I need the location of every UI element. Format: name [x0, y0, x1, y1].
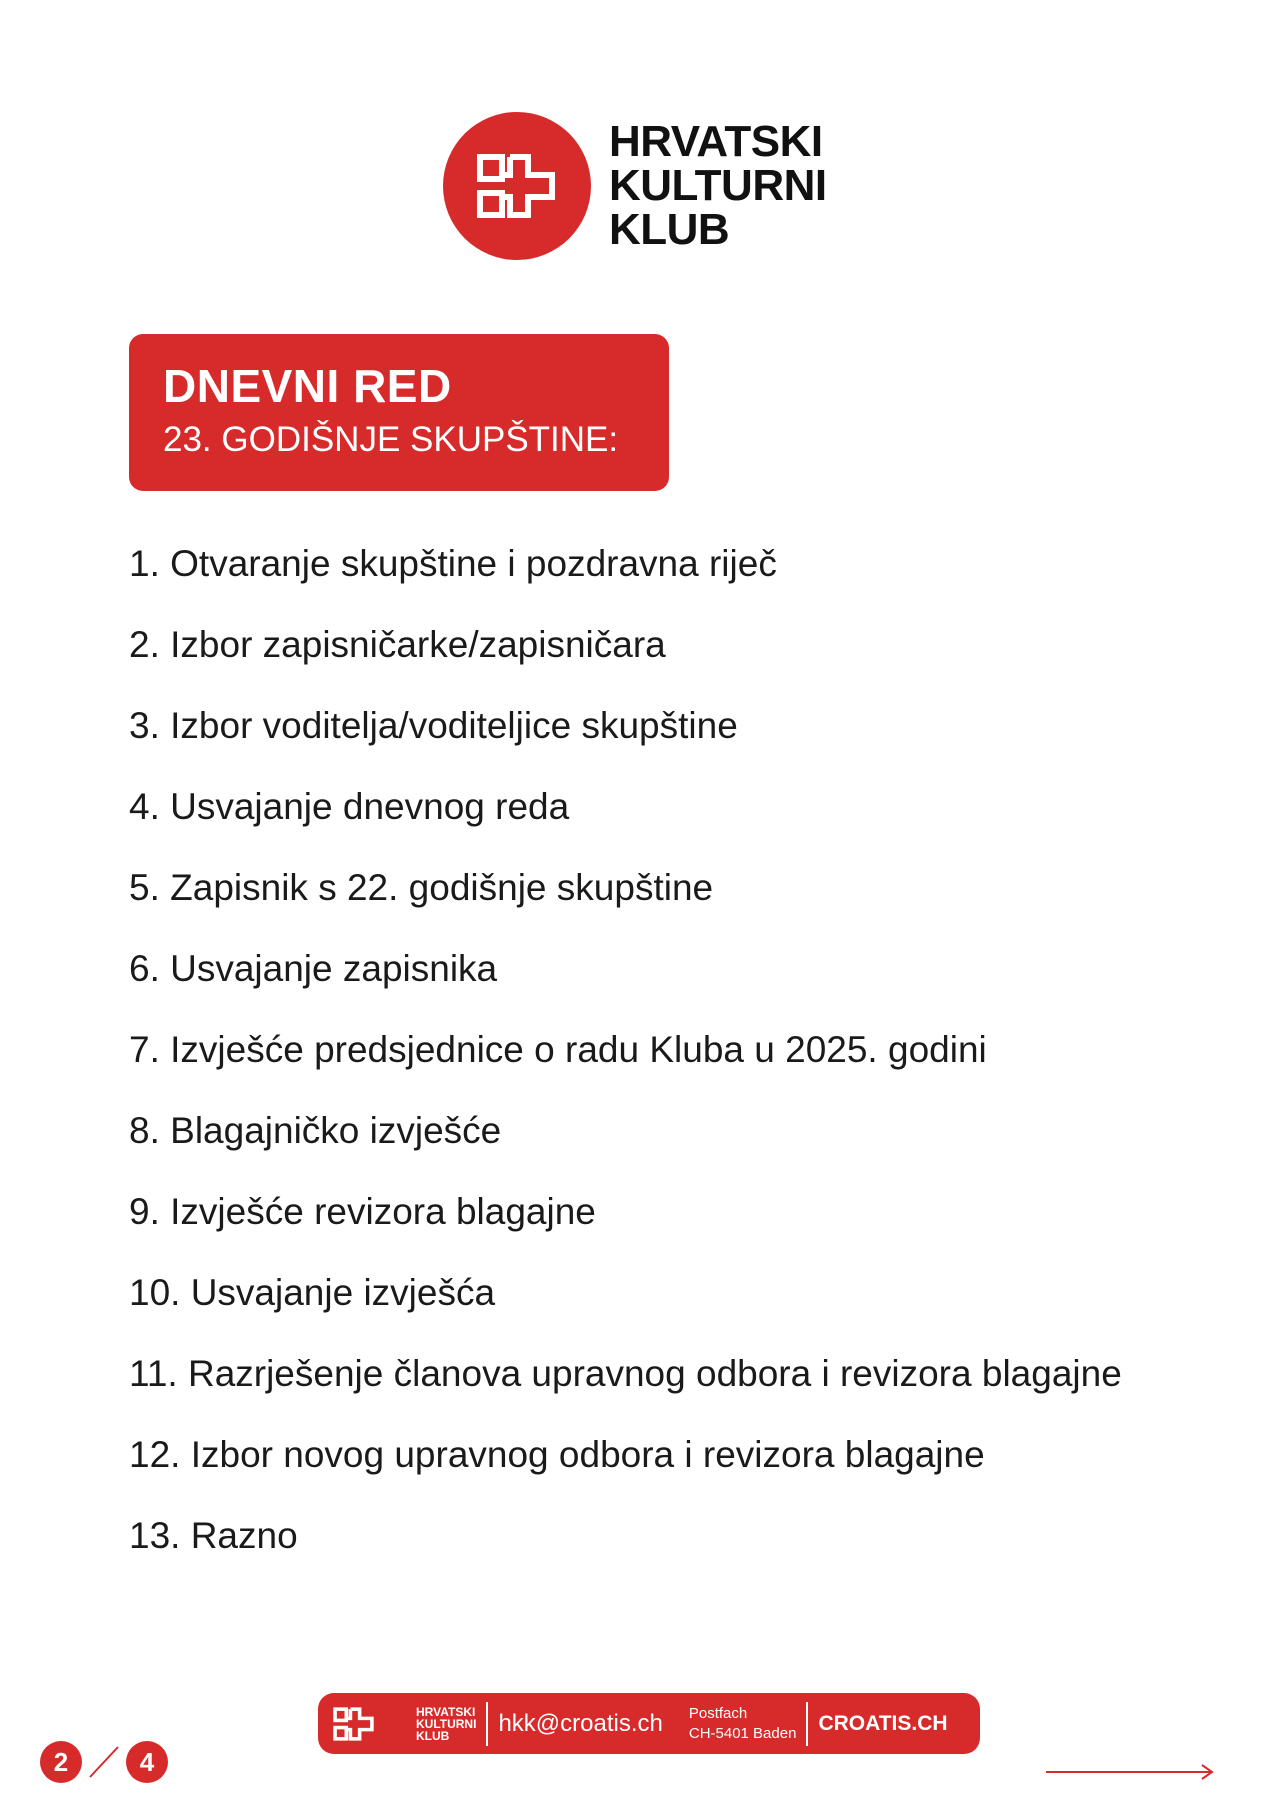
page-title: DNEVNI RED: [163, 360, 452, 412]
croatian-cross-icon: [474, 151, 560, 221]
agenda-item: 6. Usvajanje zapisnika: [129, 948, 498, 989]
agenda-list: [129, 540, 1122, 1593]
club-logo: [443, 112, 827, 260]
agenda-item: 3. Izbor voditelja/voditeljice skupštine: [129, 705, 738, 746]
page-subtitle: 23. GODIŠNJE SKUPŠTINE:: [163, 420, 619, 459]
next-page-arrow[interactable]: [1046, 1762, 1216, 1782]
logo-line: KLUB: [609, 205, 730, 254]
agenda-item: 1. Otvaranje skupštine i pozdravna riječ: [129, 543, 777, 584]
croatian-cross-icon: [332, 1705, 376, 1743]
agenda-item: 2. Izbor zapisničarke/zapisničara: [129, 624, 666, 665]
slash-icon: [82, 1741, 126, 1783]
footer-address-line: Postfach: [688, 1704, 748, 1722]
arrow-right-icon: [1046, 1762, 1216, 1782]
footer-brand: [416, 1706, 476, 1742]
agenda-item: 10. Usvajanje izvješća: [129, 1272, 496, 1313]
footer-address: [689, 1704, 797, 1744]
current-page-badge: 2: [40, 1741, 82, 1783]
agenda-title-box: [129, 334, 669, 491]
pagination: [40, 1741, 168, 1783]
logo-emblem: [443, 112, 591, 260]
agenda-item: 12. Izbor novog upravnog odbora i revizora blagajne: [129, 1434, 985, 1475]
footer-divider: [486, 1702, 488, 1746]
agenda-item: 9. Izvješće revizora blagajne: [129, 1191, 596, 1232]
total-pages-badge: 4: [126, 1741, 168, 1783]
footer-website-link[interactable]: CROATIS.CH: [818, 1711, 948, 1735]
logo-line: HRVATSKI: [609, 117, 823, 166]
footer-brand-line: KLUB: [416, 1728, 450, 1743]
agenda-item: 13. Razno: [129, 1515, 298, 1556]
footer-email-link[interactable]: hkk@croatis.ch: [498, 1709, 663, 1737]
footer-address-line: CH-5401 Baden: [688, 1724, 797, 1742]
logo-wordmark: [609, 117, 827, 254]
footer-brand-line: KULTURNI: [416, 1716, 477, 1731]
agenda-item: 4. Usvajanje dnevnog reda: [129, 786, 570, 827]
footer-divider: [806, 1702, 808, 1746]
agenda-item: 7. Izvješće predsjednice o radu Kluba u 2025. godini: [129, 1029, 987, 1070]
agenda-item: 11. Razrješenje članova upravnog odbora i revizora blagajne: [129, 1353, 1122, 1394]
footer-brand-line: HRVATSKI: [416, 1704, 476, 1719]
agenda-item: 8. Blagajničko izvješće: [129, 1110, 502, 1151]
logo-line: KULTURNI: [609, 161, 827, 210]
agenda-item: 5. Zapisnik s 22. godišnje skupštine: [129, 867, 714, 908]
footer-contact-bar: [318, 1693, 980, 1754]
